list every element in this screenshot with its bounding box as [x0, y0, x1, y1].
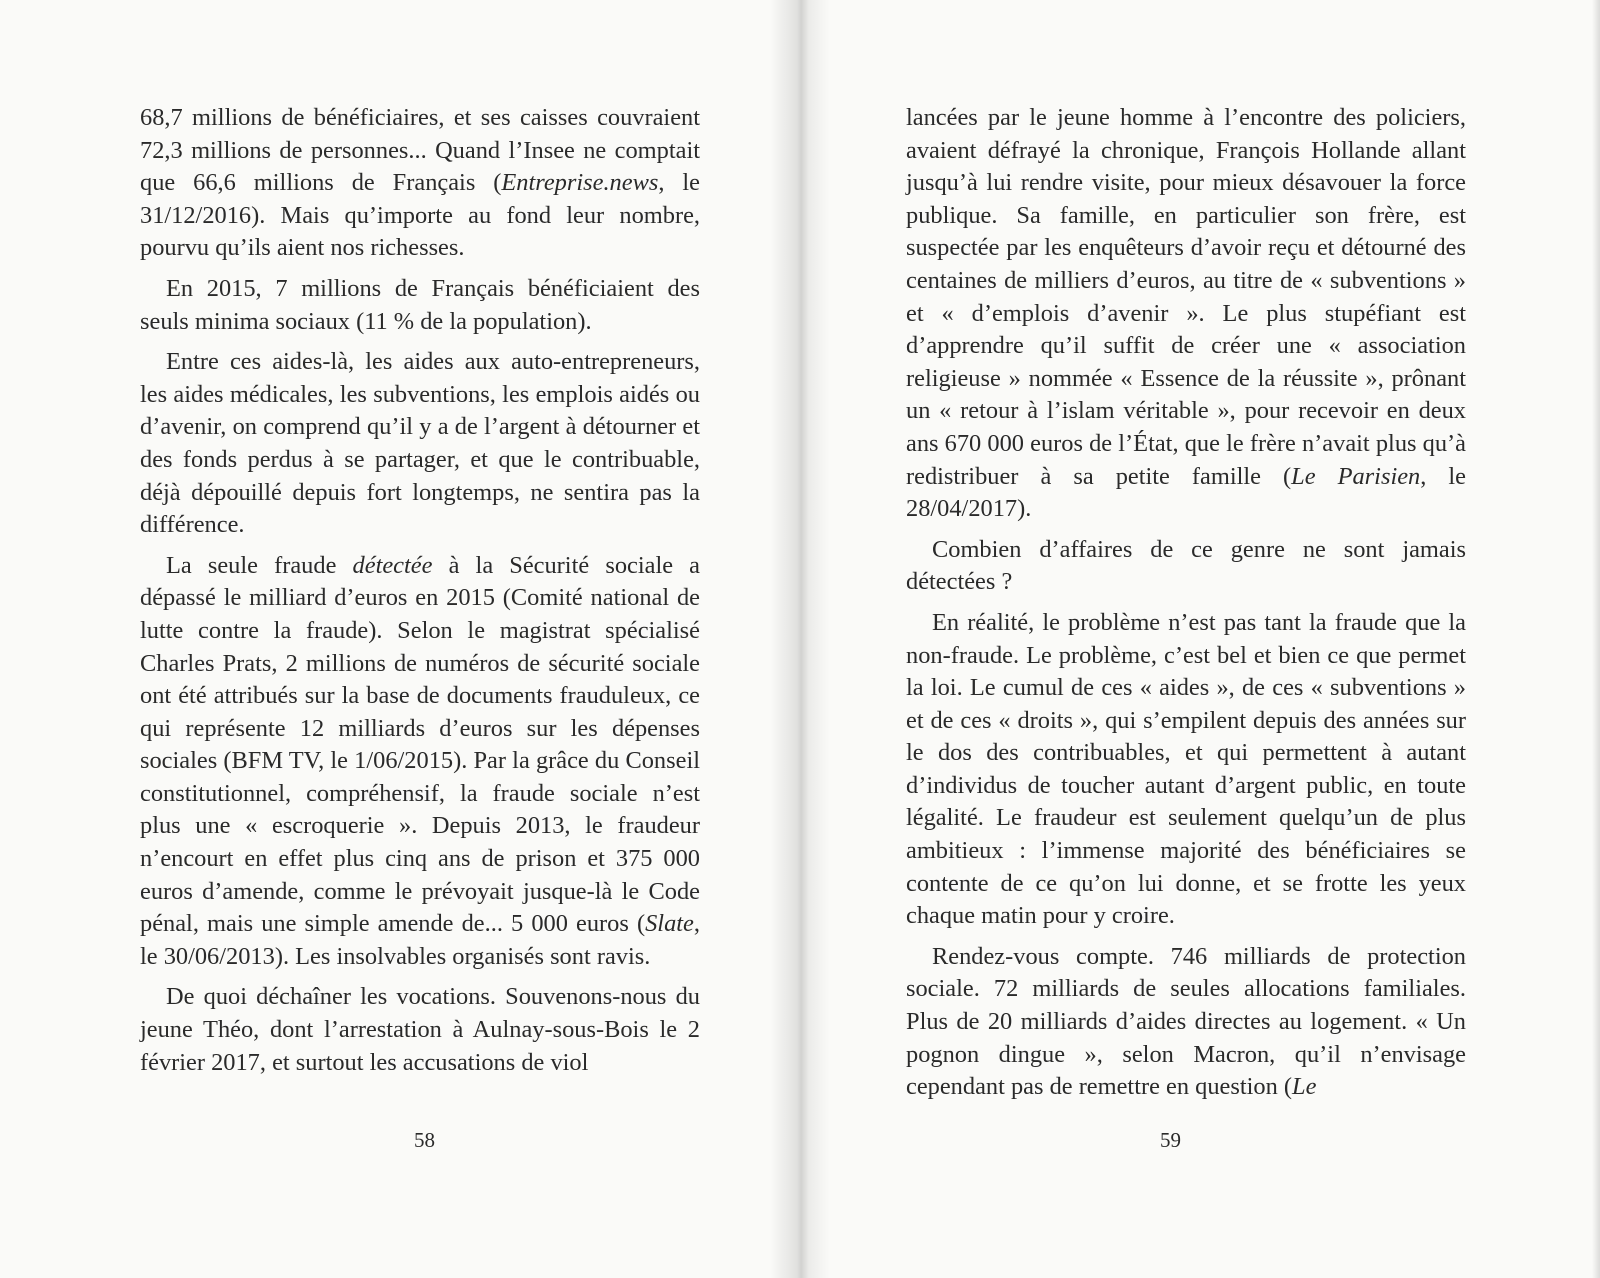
- text-run: Rendez-vous compte. 746 milliards de protection sociale. 72 milliards de seules allocations familiales. Plus de 20 milliards d’aides directes au logement. « Un pognon dingue », selon Macron, qu’il n’envisage cependant pas de remettre en question (: [906, 942, 1466, 1101]
- paragraph: [140, 273, 700, 338]
- paragraph: [140, 102, 700, 265]
- italic-run: Le Parisien: [1291, 462, 1421, 490]
- text-run: De quoi déchaîner les vocations. Souvenons-nous du jeune Théo, dont l’arrestation à Aulnay-sous-Bois le 2 février 2017, et surtout les accusations de viol: [140, 983, 700, 1076]
- paragraph: [906, 607, 1466, 933]
- left-page-text: [140, 102, 700, 1079]
- page-edge-shadow: [1592, 0, 1600, 1278]
- text-run: , le 30/06/2013). Les insolvables organisés sont ravis.: [140, 910, 700, 970]
- text-run: La seule fraude: [166, 551, 353, 579]
- paragraph: [906, 534, 1466, 599]
- paragraph: [906, 102, 1466, 526]
- page-number: 59: [1160, 1128, 1181, 1152]
- italic-run: détectée: [352, 551, 433, 579]
- text-run: lancées par le jeune homme à l’encontre des policiers, avaient défrayé la chronique, François Hollande allant jusqu’à lui rendre visite, pour mieux désavouer la force publique. Sa famille, en particulier son frère, est suspectée par les enquêteurs d’avoir reçu et détourné des centaines de milliers d’euros, au titre de « subventions » et « d’emplois d’avenir ». Le plus stupéfiant est d’apprendre qu’il suffit de créer une « association religieuse » nommée « Essence de la réussite », prônant un « retour à l’islam véritable », pour recevoir en deux ans 670 000 euros de l’État, que le frère n’avait plus qu’à redistribuer à sa petite famille (: [906, 104, 1466, 490]
- italic-run: Le: [1292, 1073, 1317, 1101]
- text-run: En réalité, le problème n’est pas tant la fraude que la non-fraude. Le problème, c’est bel et bien ce que permet la loi. Le cumul de ces « aides », de ces « subventions » et de ces « droits », qui s’empilent depuis des années sur le dos des contribuables, et qui permettent à autant d’individus de toucher autant d’argent public, en toute légalité. Le fraudeur est seulement quelqu’un de plus ambitieux : l’immense majorité des bénéficiaires se contente de ce qu’on lui donne, et se frotte les yeux chaque matin pour y croire.: [906, 608, 1466, 930]
- page-number: 58: [414, 1128, 435, 1152]
- right-page: [800, 0, 1600, 1278]
- italic-run: Slate: [645, 910, 694, 938]
- paragraph: [140, 981, 700, 1079]
- text-run: 68,7 millions de bénéficiaires, et ses caisses couvraient 72,3 millions de personnes... Quand l’Insee ne comptait que 66,6 millions de Français (: [140, 104, 700, 197]
- paragraph: [140, 550, 700, 974]
- text-run: En 2015, 7 millions de Français bénéficiaient des seuls minima sociaux (11 % de la population).: [140, 274, 700, 335]
- right-page-text: [906, 102, 1466, 1104]
- text-run: , le 28/04/2017).: [906, 462, 1466, 523]
- paragraph: [140, 346, 700, 542]
- text-run: Entre ces aides-là, les aides aux auto-entrepreneurs, les aides médicales, les subventions, les emplois aidés ou d’avenir, on comprend qu’il y a de l’argent à détourner et des fonds perdus à se partager, et que le contribuable, déjà dépouillé depuis fort longtemps, ne sentira pas la différence.: [140, 348, 700, 539]
- text-run: Combien d’affaires de ce genre ne sont jamais détectées ?: [906, 535, 1466, 596]
- paragraph: [906, 941, 1466, 1104]
- italic-run: Entreprise.news: [501, 169, 659, 197]
- text-run: à la Sécurité sociale a dépassé le milliard d’euros en 2015 (Comité national de lutte contre la fraude). Selon le magistrat spécialisé Charles Prats, 2 millions de numéros de sécurité sociale ont été attribués sur la base de documents frauduleux, ce qui représente 12 milliards d’euros sur les dépenses sociales (BFM TV, le 1/06/2015). Par la grâce du Conseil constitutionnel, compréhensif, la fraude sociale n’est plus une « escroquerie ». Depuis 2013, le fraudeur n’encourt en effet plus cinq ans de prison et 375 000 euros d’amende, comme le prévoyait jusque-là le Code pénal, mais une simple amende de... 5 000 euros (: [140, 551, 701, 938]
- text-run: , le 31/12/2016). Mais qu’importe au fond leur nombre, pourvu qu’ils aient nos richesses.: [140, 169, 700, 262]
